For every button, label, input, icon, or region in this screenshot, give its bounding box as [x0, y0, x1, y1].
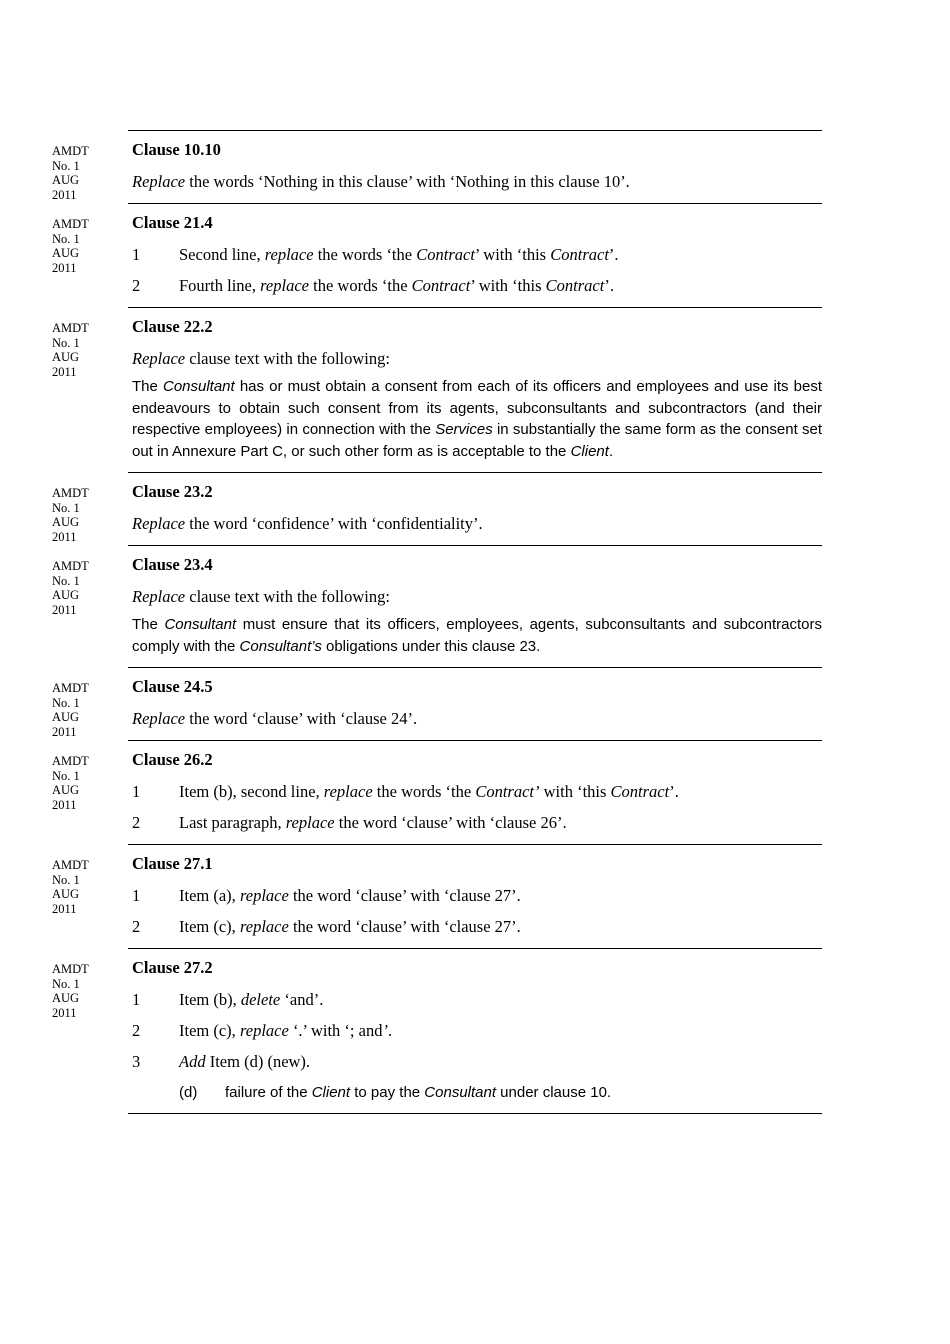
amendment-paragraph: Replace clause text with the following: — [132, 349, 390, 368]
amendment-stamp-line: No. 1 — [52, 335, 80, 350]
item-number: 1 — [132, 245, 141, 264]
amendment-stamp-line: AMDT — [52, 559, 89, 573]
item-text: Second line, replace the words ‘the Contract’ with ‘this Contract’. — [179, 245, 619, 264]
amendment-block — [50, 307, 822, 472]
amendment-numbered-item — [132, 812, 822, 834]
amendment-block — [50, 203, 822, 307]
amendment-stamp — [50, 130, 128, 202]
item-number: 2 — [132, 813, 141, 832]
amendment-content — [128, 545, 822, 667]
item-number: 2 — [132, 1021, 141, 1040]
amendment-stamp-line: AMDT — [52, 217, 89, 231]
amendment-stamp-line: No. 1 — [52, 158, 80, 173]
clause-title: Clause 24.5 — [132, 677, 213, 696]
amendment-stamp-line: AUG — [52, 350, 80, 364]
amendment-stamp-line: 2011 — [52, 187, 77, 202]
amendment-block — [50, 667, 822, 740]
amendment-stamp-line: AUG — [52, 173, 80, 187]
amendment-content — [128, 472, 822, 545]
amendment-stamp-line: AMDT — [52, 144, 89, 158]
amendment-content — [128, 948, 822, 1114]
amendment-paragraph: The Consultant has or must obtain a consent from each of its officers and employees and use its best endeavours to obtain such consent from its agents, subconsultants and subcontractors (and their respective employees) in connection with the Services in substantially the same form as the consent set out in Annexure Part C, or such other form as is acceptable to the Client. — [132, 378, 822, 460]
amendment-stamp-line: AMDT — [52, 754, 89, 768]
clause-title: Clause 23.2 — [132, 482, 213, 501]
item-number: 1 — [132, 782, 141, 801]
item-number: 1 — [132, 990, 141, 1009]
amendment-stamp-line: 2011 — [52, 364, 77, 379]
item-number: 2 — [132, 917, 141, 936]
sub-item-text: failure of the Client to pay the Consultant under clause 10. — [225, 1084, 612, 1101]
amendment-stamp-line: 2011 — [52, 901, 77, 916]
clause-title: Clause 22.2 — [132, 317, 213, 336]
item-number: 3 — [132, 1052, 141, 1071]
amendment-stamp-line: 2011 — [52, 260, 77, 275]
amendment-stamp-line: No. 1 — [52, 695, 80, 710]
amendment-stamp-line: No. 1 — [52, 573, 80, 588]
amendment-stamp-line: AUG — [52, 783, 80, 797]
amendment-stamp-line: AMDT — [52, 321, 89, 335]
clause-title: Clause 10.10 — [132, 140, 221, 159]
amendment-paragraph: Replace the word ‘clause’ with ‘clause 24’. — [132, 709, 418, 728]
amendment-stamp — [50, 948, 128, 1020]
amendment-block — [50, 844, 822, 948]
amendment-block — [50, 545, 822, 667]
amendment-stamp-line: AUG — [52, 246, 80, 260]
amendment-stamp-line: No. 1 — [52, 872, 80, 887]
amendment-stamp-line: 2011 — [52, 529, 77, 544]
amendment-stamp — [50, 203, 128, 275]
amendment-stamp-line: AUG — [52, 515, 80, 529]
amendment-numbered-item — [132, 275, 822, 297]
amendment-stamp — [50, 844, 128, 916]
amendment-block — [50, 740, 822, 844]
item-text: Item (c), replace ‘.’ with ‘; and’. — [179, 1021, 393, 1040]
amendment-numbered-item — [132, 885, 822, 907]
amendment-list — [50, 130, 822, 1114]
amendment-block — [50, 948, 822, 1114]
amendment-numbered-item — [132, 1051, 822, 1073]
amendment-numbered-item — [132, 916, 822, 938]
clause-title: Clause 26.2 — [132, 750, 213, 769]
item-text: Add Item (d) (new). — [179, 1052, 311, 1071]
amendment-content — [128, 203, 822, 307]
amendment-stamp-line: No. 1 — [52, 500, 80, 515]
amendment-stamp — [50, 740, 128, 812]
clause-title: Clause 27.1 — [132, 854, 213, 873]
amendment-stamp-line: 2011 — [52, 602, 77, 617]
amendment-stamp — [50, 472, 128, 544]
item-number: 2 — [132, 276, 141, 295]
amendment-paragraph: Replace the word ‘confidence’ with ‘confidentiality’. — [132, 514, 483, 533]
amendment-block — [50, 472, 822, 545]
amendment-stamp-line: AUG — [52, 710, 80, 724]
item-text: Item (b), delete ‘and’. — [179, 990, 324, 1009]
clause-title: Clause 23.4 — [132, 555, 213, 574]
amendment-stamp-line: No. 1 — [52, 231, 80, 246]
sub-item-label: (d) — [179, 1084, 198, 1101]
item-text: Last paragraph, replace the word ‘clause’ with ‘clause 26’. — [179, 813, 567, 832]
amendment-content — [128, 307, 822, 472]
amendment-stamp-line: AMDT — [52, 486, 89, 500]
amendment-stamp-line: AUG — [52, 588, 80, 602]
amendment-stamp — [50, 667, 128, 739]
amendment-paragraph: The Consultant must ensure that its officers, employees, agents, subconsultants and subcontractors comply with the Consultant’s obligations under this clause 23. — [132, 616, 823, 655]
amendment-stamp-line: AMDT — [52, 858, 89, 872]
amendment-stamp-line: 2011 — [52, 797, 77, 812]
amendment-stamp-line: AMDT — [52, 681, 89, 695]
amendment-content — [128, 130, 822, 203]
amendment-stamp — [50, 307, 128, 379]
amendment-stamp — [50, 545, 128, 617]
clause-title: Clause 27.2 — [132, 958, 213, 977]
amendment-paragraph: Replace clause text with the following: — [132, 587, 390, 606]
amendment-stamp-line: No. 1 — [52, 976, 80, 991]
amendment-numbered-item — [132, 781, 822, 803]
amendment-content — [128, 667, 822, 740]
amendment-content — [128, 740, 822, 844]
item-text: Item (b), second line, replace the words ‘the Contract’ with ‘this Contract’. — [179, 782, 679, 801]
amendment-stamp-line: 2011 — [52, 1005, 77, 1020]
item-text: Fourth line, replace the words ‘the Contract’ with ‘this Contract’. — [179, 276, 614, 295]
amendment-numbered-item — [132, 989, 822, 1011]
clause-title: Clause 21.4 — [132, 213, 213, 232]
amendment-stamp-line: AUG — [52, 887, 80, 901]
item-text: Item (a), replace the word ‘clause’ with ‘clause 27’. — [179, 886, 521, 905]
amendment-block — [50, 130, 822, 203]
amendment-content — [128, 844, 822, 948]
amendment-stamp-line: 2011 — [52, 724, 77, 739]
amendment-paragraph: Replace the words ‘Nothing in this clause’ with ‘Nothing in this clause 10’. — [132, 172, 630, 191]
item-text: Item (c), replace the word ‘clause’ with ‘clause 27’. — [179, 917, 521, 936]
item-number: 1 — [132, 886, 141, 905]
amendment-stamp-line: No. 1 — [52, 768, 80, 783]
amendment-stamp-line: AUG — [52, 991, 80, 1005]
amendment-numbered-item — [132, 1020, 822, 1042]
amendment-stamp-line: AMDT — [52, 962, 89, 976]
amendment-numbered-item — [132, 244, 822, 266]
amendment-sub-item — [179, 1082, 822, 1103]
